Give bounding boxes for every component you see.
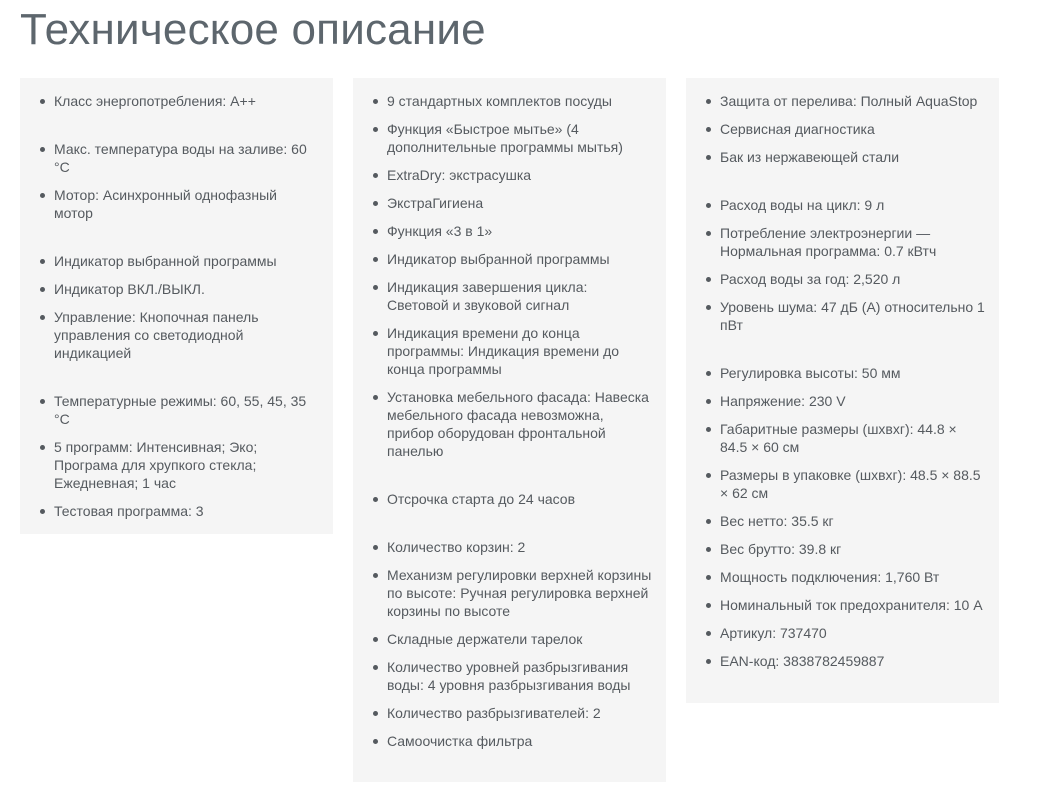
list-item: Размеры в упаковке (шхвхг): 48.5 × 88.5 × 62 см	[686, 466, 985, 502]
spec-list	[686, 92, 985, 670]
list-item: Тестовая программа: 3	[20, 502, 319, 520]
list-item: Количество разбрызгивателей: 2	[353, 704, 652, 722]
list-item: Количество уровней разбрызгивания воды: 4 уровня разбрызгивания воды	[353, 658, 652, 694]
spec-column-1	[20, 78, 333, 534]
list-item: Индикатор ВКЛ./ВЫКЛ.	[20, 280, 319, 298]
list-item: Сервисная диагностика	[686, 120, 985, 138]
list-item: Функция «3 в 1»	[353, 222, 652, 240]
list-item: ЭкстраГигиена	[353, 194, 652, 212]
list-item: Индикатор выбранной программы	[353, 250, 652, 268]
list-item: Защита от перелива: Полный AquaStop	[686, 92, 985, 110]
list-item: 9 стандартных комплектов посуды	[353, 92, 652, 110]
list-item: Бак из нержавеющей стали	[686, 148, 985, 166]
list-item: Индикатор выбранной программы	[20, 252, 319, 270]
page-title: Техническое описание	[20, 5, 486, 54]
list-item: Вес брутто: 39.8 кг	[686, 540, 985, 558]
list-item: Самоочистка фильтра	[353, 732, 652, 750]
list-item: Номинальный ток предохранителя: 10 А	[686, 596, 985, 614]
list-item: Управление: Кнопочная панель управления со светодиодной индикацией	[20, 308, 319, 362]
list-item: Расход воды на цикл: 9 л	[686, 196, 985, 214]
list-item: Установка мебельного фасада: Навеска мебельного фасада невозможна, прибор оборудован фронтальной панелью	[353, 388, 652, 460]
spec-list	[20, 92, 319, 520]
list-item: 5 программ: Интенсивная; Эко; Програма для хрупкого стекла; Ежедневная; 1 час	[20, 438, 319, 492]
list-item: Макс. температура воды на заливе: 60 °C	[20, 140, 319, 176]
spec-column-2	[353, 78, 666, 782]
list-item: Механизм регулировки верхней корзины по высоте: Ручная регулировка верхней корзины по высоте	[353, 566, 652, 620]
list-item: ExtraDry: экстрасушка	[353, 166, 652, 184]
list-item: Индикация завершения цикла: Световой и звуковой сигнал	[353, 278, 652, 314]
list-item: Индикация времени до конца программы: Индикация времени до конца программы	[353, 324, 652, 378]
list-item: Мотор: Асинхронный однофазный мотор	[20, 186, 319, 222]
list-item: Вес нетто: 35.5 кг	[686, 512, 985, 530]
spec-list	[353, 92, 652, 750]
list-item: Потребление электроэнергии — Нормальная программа: 0.7 кВтч	[686, 224, 985, 260]
list-item: Функция «Быстрое мытье» (4 дополнительные программы мытья)	[353, 120, 652, 156]
list-item: Регулировка высоты: 50 мм	[686, 364, 985, 382]
list-item: Количество корзин: 2	[353, 538, 652, 556]
list-item: Класс энергопотребления: A++	[20, 92, 319, 110]
list-item: Габаритные размеры (шхвхг): 44.8 × 84.5 × 60 см	[686, 420, 985, 456]
list-item: EAN-код: 3838782459887	[686, 652, 985, 670]
spec-column-3	[686, 78, 999, 703]
list-item: Артикул: 737470	[686, 624, 985, 642]
list-item: Мощность подключения: 1,760 Вт	[686, 568, 985, 586]
list-item: Температурные режимы: 60, 55, 45, 35 °C	[20, 392, 319, 428]
list-item: Уровень шума: 47 дБ (A) относительно 1 пВт	[686, 298, 985, 334]
list-item: Расход воды за год: 2,520 л	[686, 270, 985, 288]
list-item: Напряжение: 230 V	[686, 392, 985, 410]
list-item: Складные держатели тарелок	[353, 630, 652, 648]
list-item: Отсрочка старта до 24 часов	[353, 490, 652, 508]
